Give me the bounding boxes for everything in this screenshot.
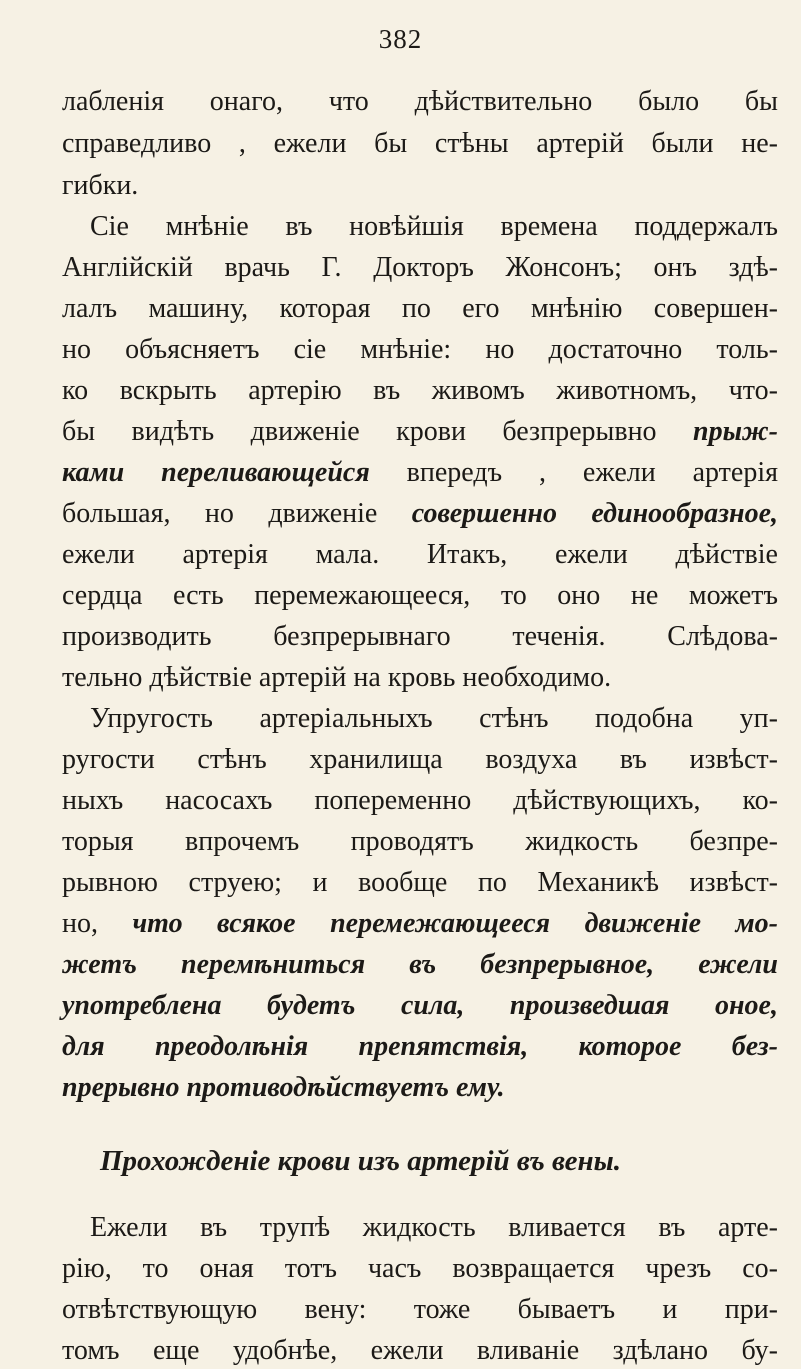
text-line: сердца есть перемежающееся, то оно не можетъ bbox=[62, 580, 778, 611]
text-line: ныхъ насосахъ попеременно дѣйствующихъ, ко- bbox=[62, 785, 778, 816]
page-number: 382 bbox=[378, 24, 423, 54]
text-line: справедливо , ежели бы стѣны артерій были не- bbox=[62, 128, 778, 159]
text-line: Сіе мнѣніе въ новѣйшія времена поддержалъ bbox=[90, 211, 778, 242]
text-line: рію, то оная тотъ часъ возвращается чрезъ со- bbox=[62, 1253, 778, 1284]
text-line: Англійскій врачь Г. Докторъ Жонсонъ; онъ здѣ- bbox=[62, 252, 778, 283]
text-span: бы видѣть движеніе крови безпрерывно bbox=[62, 416, 694, 447]
text-line: но объясняетъ сіе мнѣніе: но достаточно толь- bbox=[62, 334, 778, 365]
emphasis-line: для преодолѣнія препятствія, которое без- bbox=[62, 1031, 778, 1062]
text-line: торыя впрочемъ проводятъ жидкость безпре- bbox=[62, 826, 778, 857]
emphasis-line: употреблена будетъ сила, произведшая оное, bbox=[62, 990, 778, 1021]
emphasis-text: что всякое перемежающееся движеніе мо- bbox=[132, 908, 779, 939]
text-line: отвѣтствующую вену: тоже бываетъ и при- bbox=[62, 1294, 778, 1325]
emphasis-text: ками переливающейся bbox=[62, 457, 370, 488]
text-span: большая, но движеніе bbox=[62, 498, 412, 529]
text-line: ко вскрыть артерію въ живомъ животномъ, что- bbox=[62, 375, 778, 406]
text-line: томъ еще удобнѣе, ежели вливаніе здѣлано бу- bbox=[62, 1335, 778, 1366]
text-line: ругости стѣнъ хранилища воздуха въ извѣст- bbox=[62, 744, 778, 775]
text-span: но, bbox=[62, 908, 133, 939]
text-line: производить безпрерывнаго теченія. Слѣдова- bbox=[62, 621, 778, 652]
text-line: лалъ машину, которая по его мнѣнію совершен- bbox=[62, 293, 778, 324]
text-line: тельно дѣйствіе артерій на кровь необходимо. bbox=[62, 662, 612, 693]
emphasis-line: прерывно противодѣйствуетъ ему. bbox=[62, 1072, 505, 1103]
text-line: Упругость артеріальныхъ стѣнъ подобна уп- bbox=[90, 703, 778, 734]
text-line: ежели артерія мала. Итакъ, ежели дѣйствіе bbox=[62, 539, 778, 570]
text-line: Ежели въ трупѣ жидкость вливается въ арте- bbox=[90, 1212, 778, 1243]
text-span: впередъ , ежели артерія bbox=[369, 457, 778, 488]
text-line bbox=[62, 906, 778, 942]
section-heading: Прохожденіе крови изъ артерій въ вены. bbox=[100, 1145, 621, 1177]
emphasis-line: жетъ перемѣниться въ безпрерывное, ежели bbox=[62, 949, 778, 980]
text-line: лабленія онаго, что дѣйствительно было бы bbox=[62, 86, 778, 117]
text-line: рывною струею; и вообще по Механикѣ извѣст- bbox=[62, 867, 778, 898]
text-line: гибки. bbox=[62, 170, 139, 201]
text-line bbox=[62, 414, 778, 450]
text-line bbox=[62, 455, 778, 491]
emphasis-text: прыж- bbox=[693, 416, 778, 447]
emphasis-text: совершенно единообразное, bbox=[411, 498, 778, 529]
text-line bbox=[62, 496, 778, 532]
